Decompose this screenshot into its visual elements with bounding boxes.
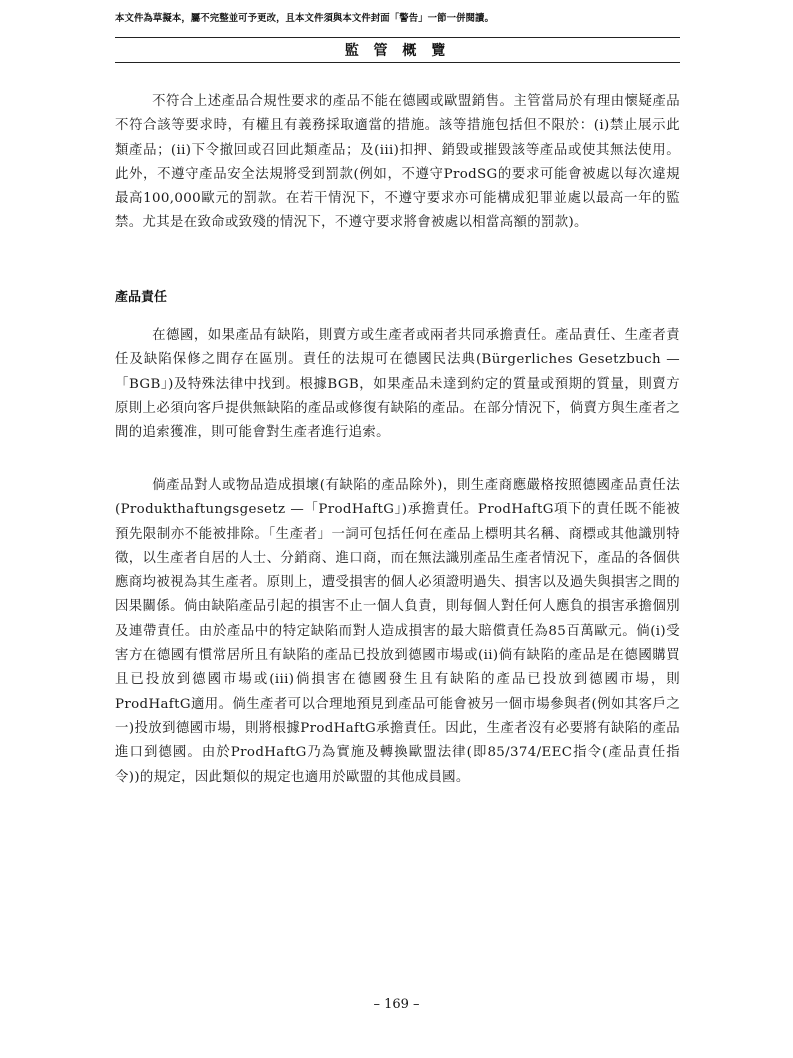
paragraph-compliance: [115, 90, 680, 236]
paragraph-text: 倘產品對人或物品造成損壞(有缺陷的產品除外)，則生產商應嚴格按照德國產品責任法(Produkthaftungsgesetz —「ProdHaftG」)承擔責任。ProdHaftG項下的責任既不能被預先限制亦不能被排除。「生產者」一詞可包括任何在產品上標明其名稱、商標或其他識別特徵，以生產者自居的人士、分銷商、進口商，而在無法識別產品生產者情況下，產品的各個供應商均被視為其生產者。原則上，遭受損害的個人必須證明過失、損害以及過失與損害之間的因果關係。倘由缺陷產品引起的損害不止一個人負責，則每個人對任何人應負的損害承擔個別及連帶責任。由於產品中的特定缺陷而對人造成損害的最大賠償責任為85百萬歐元。倘(i)受害方在德國有慣常居所且有缺陷的產品已投放到德國市場或(ii)倘有缺陷的產品是在德國購買且已投放到德國市場或(iii)倘損害在德國發生且有缺陷的產品已投放到德國市場，則ProdHaftG適用。倘生產者可以合理地預見到產品可能會被另一個市場參與者(例如其客戶之一)投放到德國市場，則將根據ProdHaftG承擔責任。因此，生產者沒有必要將有缺陷的產品進口到德國。由於ProdHaftG乃為實施及轉換歐盟法律(即85/374/EEC指令(產品責任指令))的規定，因此類似的規定也適用於歐盟的其他成員國。: [115, 478, 680, 785]
page-number: – 169 –: [373, 997, 420, 1012]
header-rule-bottom: [115, 62, 680, 63]
draft-warning-notice: 本文件為草擬本，屬不完整並可予更改，且本文件須與本文件封面「警告」一節一併閱讀。: [115, 13, 495, 24]
paragraph-text: 不符合上述產品合規性要求的產品不能在德國或歐盟銷售。主管當局於有理由懷疑產品不符合該等要求時，有權且有義務採取適當的措施。該等措施包括但不限於：(i)禁止展示此類產品；(ii)下令撤回或召回此類產品；及(iii)扣押、銷毀或摧毀該等產品或使其無法使用。此外，不遵守產品安全法規將受到罰款(例如，不遵守ProdSG的要求可能會被處以每次違規最高100,000歐元的罰款。在若干情況下，不遵守要求亦可能構成犯罪並處以最高一年的監禁。尤其是在致命或致殘的情況下，不遵守要求將會被處以相當高額的罰款)。: [115, 94, 680, 231]
header-rule-top: [115, 37, 680, 38]
section-heading-product-liability: 產品責任: [115, 290, 168, 305]
paragraph-text: 在德國，如果產品有缺陷，則賣方或生產者或兩者共同承擔責任。產品責任、生產者責任及缺陷保修之間存在區別。責任的法規可在德國民法典(Bürgerliches Gesetzbuch —「BGB」)及特殊法律中找到。根據BGB，如果產品未達到約定的質量或預期的質量，則賣方原則上必須向客戶提供無缺陷的產品或修復有缺陷的產品。在部分情況下，倘賣方與生產者之間的追索獲准，則可能會對生產者進行追索。: [115, 328, 680, 441]
paragraph-liability-germany: [115, 324, 680, 445]
paragraph-prodhaftg: [115, 474, 680, 790]
page-title: 監 管 概 覽: [344, 43, 451, 59]
